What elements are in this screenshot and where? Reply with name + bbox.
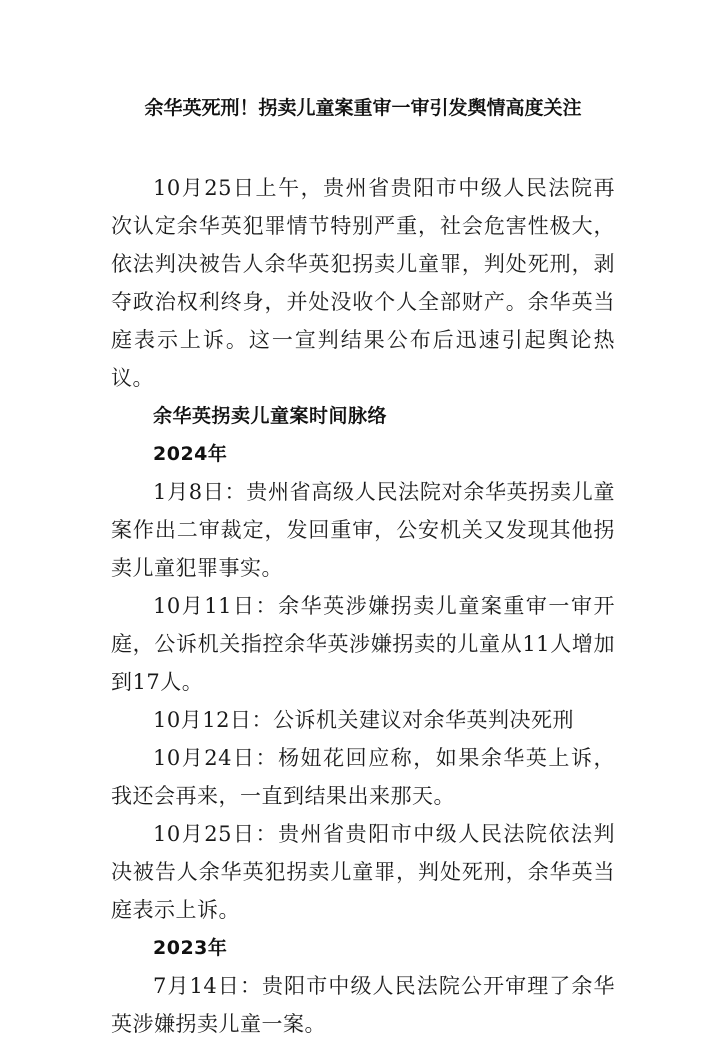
year-heading-2024: 2024年 (153, 443, 228, 465)
timeline-event: 7月14日：贵阳市中级人民法院公开审理了余华英涉嫌拐卖儿童一案。 (111, 974, 615, 1036)
document-title: 余华英死刑！拐卖儿童案重审一审引发舆情高度关注 (144, 97, 582, 119)
timeline-event: 10月25日：贵州省贵阳市中级人民法院依法判决被告人余华英犯拐卖儿童罪，判处死刑，余华英当庭表示上诉。 (111, 822, 615, 922)
document-body (111, 169, 615, 1043)
intro-paragraph: 10月25日上午，贵州省贵阳市中级人民法院再次认定余华英犯罪情节特别严重，社会危害性极大，依法判决被告人余华英犯拐卖儿童罪，判处死刑，剥夺政治权利终身，并处没收个人全部财产。余华英当庭表示上诉。这一宣判结果公布后迅速引起舆论热议。 (111, 176, 615, 390)
timeline-event: 10月11日：余华英涉嫌拐卖儿童案重审一审开庭，公诉机关指控余华英涉嫌拐卖的儿童从11人增加到17人。 (111, 594, 615, 694)
timeline-event: 1月8日：贵州省高级人民法院对余华英拐卖儿童案作出二审裁定，发回重审，公安机关又发现其他拐卖儿童犯罪事实。 (111, 480, 615, 580)
year-heading-2023: 2023年 (153, 937, 228, 959)
timeline-heading: 余华英拐卖儿童案时间脉络 (153, 405, 388, 427)
timeline-event: 10月12日：公诉机关建议对余华英判决死刑 (153, 708, 574, 732)
timeline-event: 10月24日：杨妞花回应称，如果余华英上诉，我还会再来，一直到结果出来那天。 (111, 746, 615, 808)
